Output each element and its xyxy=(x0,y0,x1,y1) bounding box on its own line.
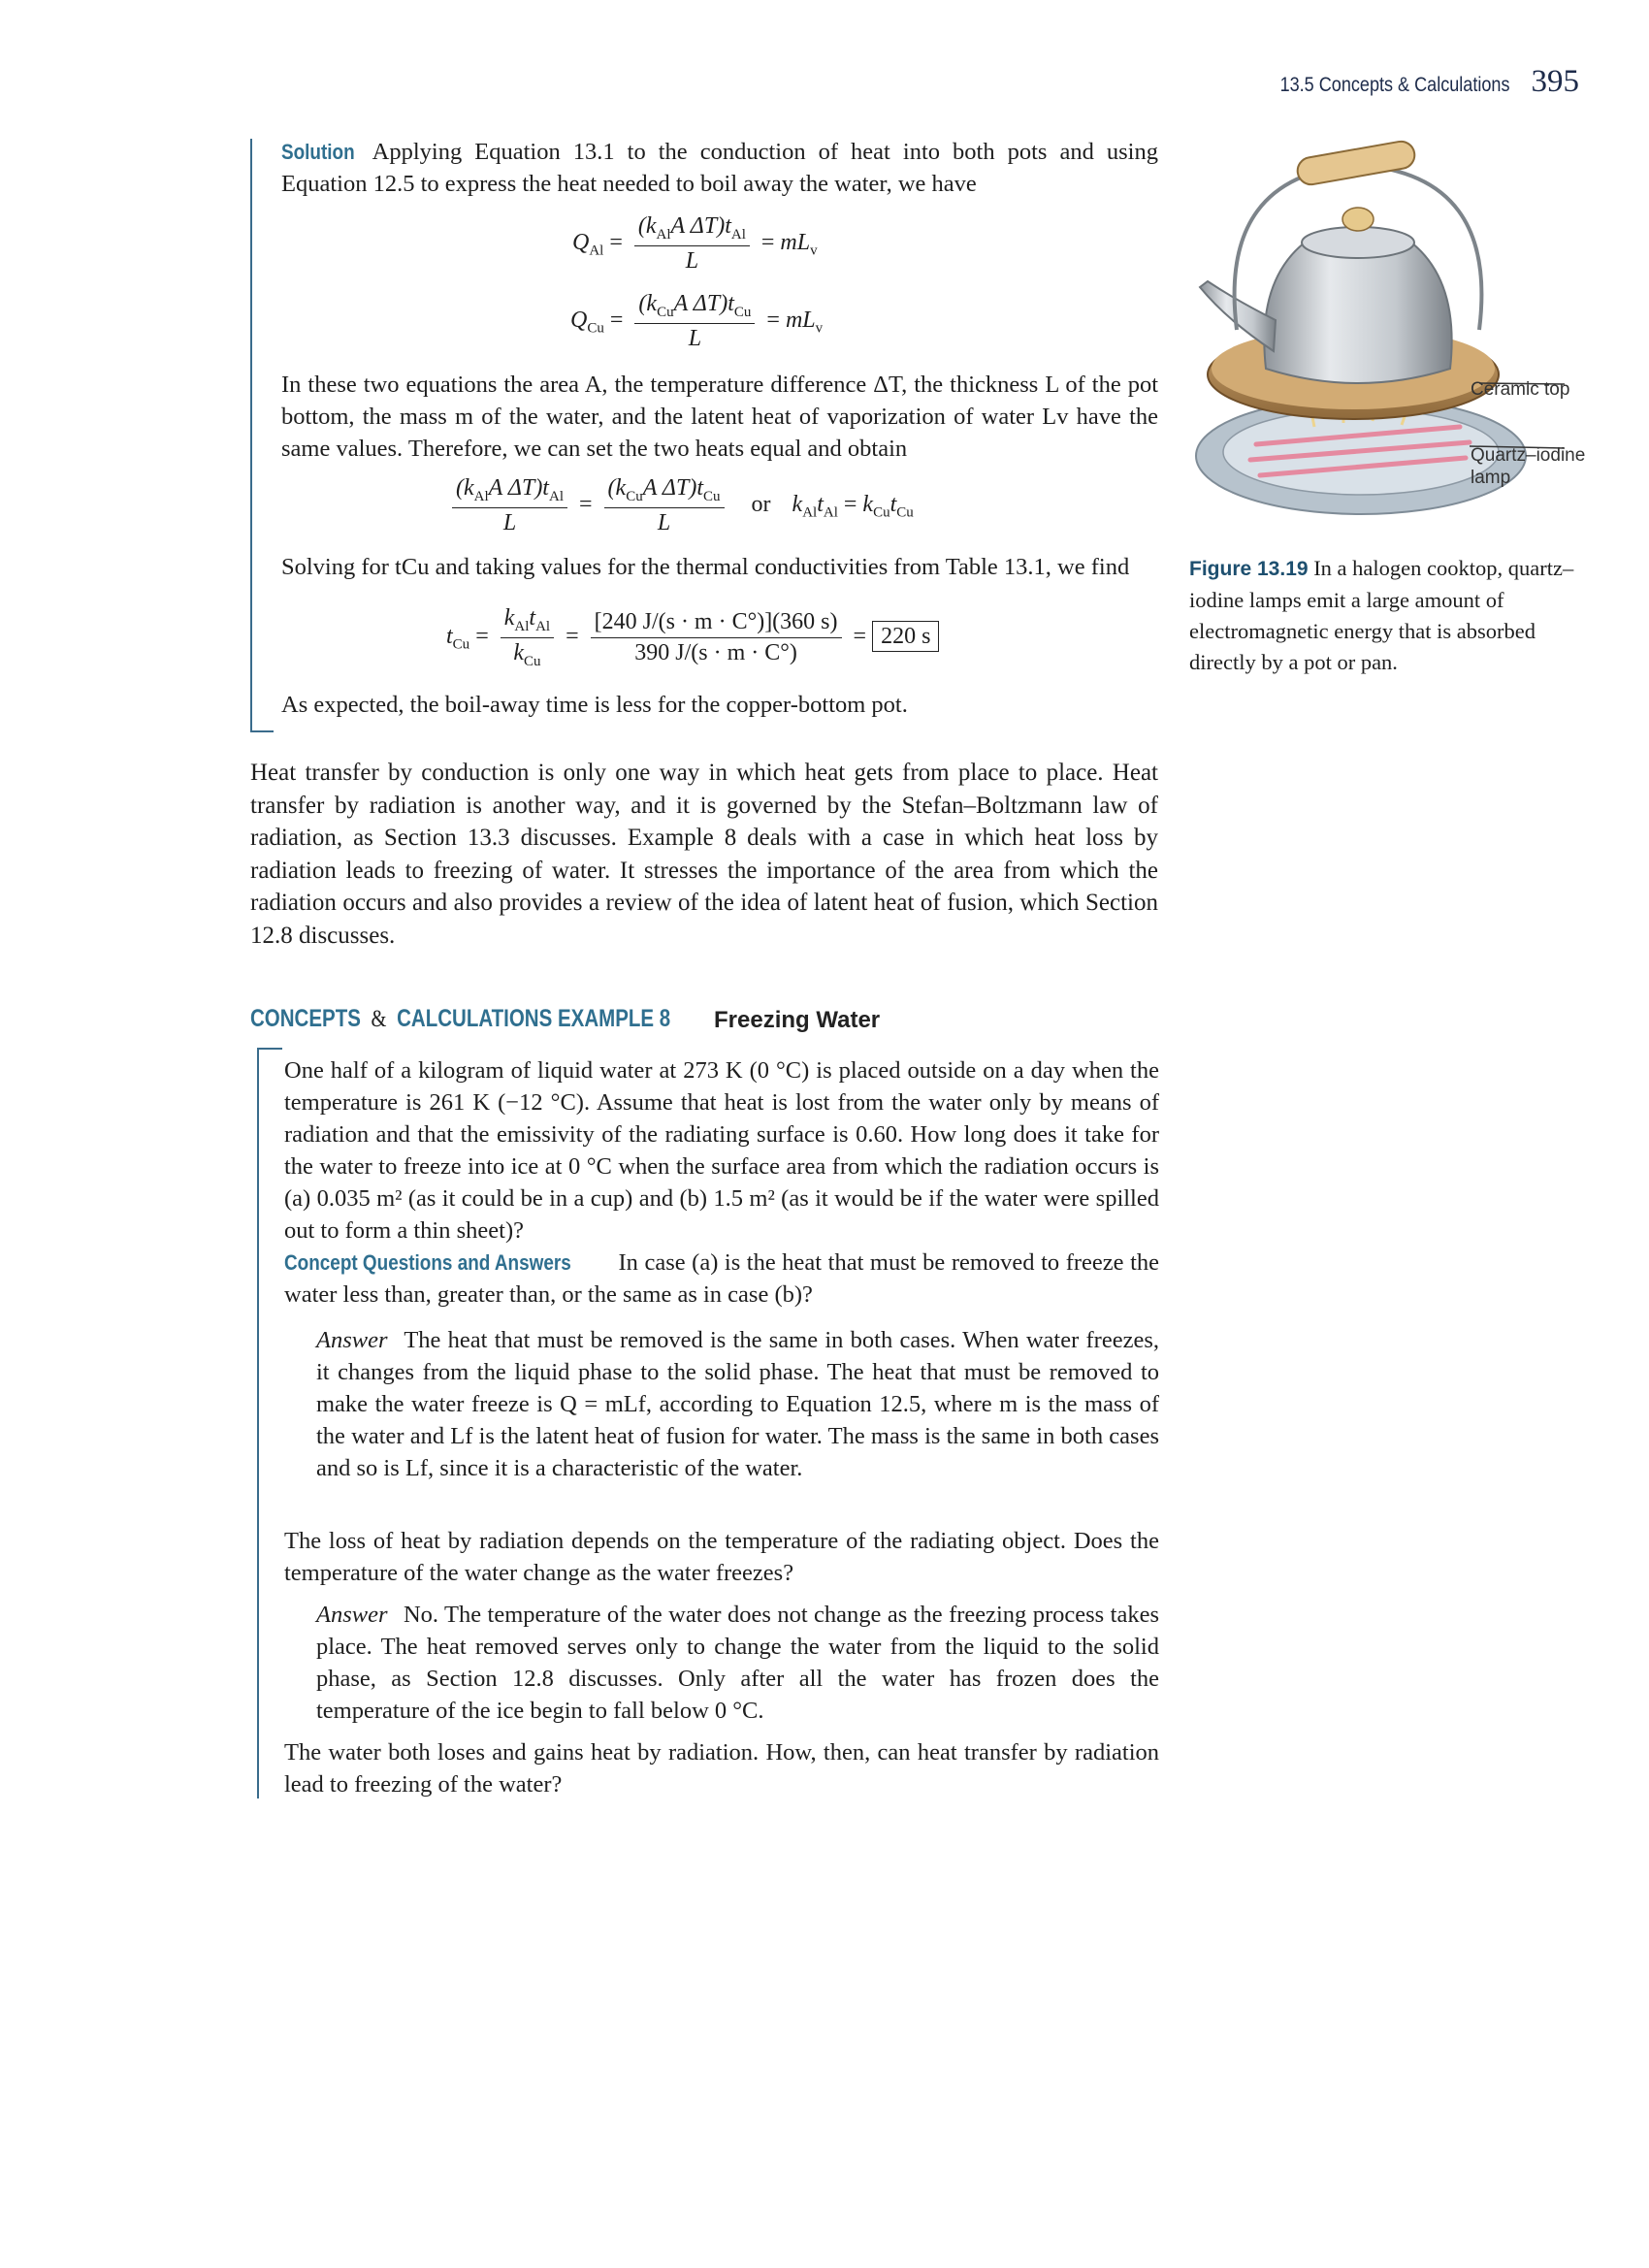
example-heading xyxy=(250,1005,881,1033)
answer-2: Answer No. The temperature of the water does not change as the freezing process takes place. The heat removed serves only to change the water from the liquid to the solid phase, as Section 12.8 discusses. Only after all the water has frozen does the temperature of the ice begin to fall below 0 °C. xyxy=(316,1602,1159,1724)
numeric-denominator: 390 J/(s · m · C°) xyxy=(634,639,797,665)
example-name: Freezing Water xyxy=(714,1007,881,1033)
solution-rule-foot xyxy=(250,730,274,732)
numeric-numerator: [240 J/(s · m · C°)](360 s) xyxy=(591,609,842,638)
figure-caption xyxy=(1189,553,1577,678)
equation-equal-heats: $\frac{(k_{Al}A \Delta T)t_{Al}}{L}$ = $\frac{(k_{Cu}A \Delta T)t_{Cu}}{L}$ or $k_{Al}t_{Al} = k_{Cu}t_{Cu}$ xyxy=(446,475,914,536)
concept-question-1: Concept Questions and Answers In case (a) is the heat that must be removed to freeze the water less than, greater than, or the same as in case (b)? xyxy=(284,1247,1159,1311)
equation-t-cu: $t_{Cu}$ = $\frac{k_{Al}t_{Al}}{k_{Cu}}$ = $\frac{[240 J/(s \cdot m \cdot C^\circ)](360 s)}{390 J/(s \cdot m \cdot C^\circ)}$ = 220 s xyxy=(446,605,939,670)
answer-label: Answer xyxy=(316,1602,388,1628)
example-heading-calculations: CALCULATIONS EXAMPLE 8 xyxy=(397,1005,671,1032)
answer-label: Answer xyxy=(316,1327,388,1353)
solution-intro: Solution Applying Equation 13.1 to the conduction of heat into both pots and using Equation 12.5 to express the heat needed to boil away the water, we have xyxy=(281,136,1158,200)
equation-q-al: $Q_{Al}$ = $\frac{(k_{Al}A \Delta T)t_{Al}}{L}$ = $mL_v$ xyxy=(572,213,818,274)
callout-ceramic-top: Ceramic top xyxy=(1471,379,1570,400)
section-title: 13.5 Concepts & Calculations xyxy=(1279,74,1510,96)
solution-para-3: Solving for tCu and taking values for the thermal conductivities from Table 13.1, we find xyxy=(281,554,1130,580)
example-heading-concepts: CONCEPTS xyxy=(250,1005,361,1032)
example-rule-top xyxy=(257,1048,282,1050)
equation-q-cu: $Q_{Cu}$ = $\frac{(k_{Cu}A \Delta T)t_{Cu}}{L}$ = $mL_v$ xyxy=(570,291,824,351)
boxed-result: 220 s xyxy=(872,621,939,652)
concept-question-3: The water both loses and gains heat by radiation. How, then, can heat transfer by radiation lead to freezing of the water? xyxy=(284,1739,1159,1798)
figure-label: Figure 13.19 xyxy=(1189,558,1309,580)
answer-1: Answer The heat that must be removed is the same in both cases. When water freezes, it changes from the liquid phase to the solid phase. The heat that must be removed to make the water freeze is Q = mLf, according to Equation 12.5, where m is the mass of the water and Lf is the latent heat of fusion for water. The mass is the same in both cases and so is Lf, since it is a characteristic of the water. xyxy=(316,1327,1160,1481)
concept-questions-label: Concept Questions and Answers xyxy=(284,1250,571,1275)
solution-rule xyxy=(250,139,252,732)
figure-caption-text: In a halogen cooktop, quartz–iodine lamps emit a large amount of electromagnetic energy that is absorbed directly by a pot or pan. xyxy=(1189,556,1574,674)
solution-conclusion: As expected, the boil-away time is less for the copper-bottom pot. xyxy=(281,692,908,718)
solution-para-2: In these two equations the area A, the temperature difference ΔT, the thickness L of the pot bottom, the mass m of the water, and the latent heat of vaporization of water Lv have the same values. Therefore, we can set the two heats equal and obtain xyxy=(281,372,1158,462)
concept-question-2: The loss of heat by radiation depends on the temperature of the radiating object. Does the temperature of the water change as the water freezes? xyxy=(284,1528,1159,1586)
example-rule xyxy=(257,1048,259,1798)
running-head xyxy=(1243,64,1579,100)
callout-quartz-lamp: Quartz–iodine lamp xyxy=(1471,445,1586,488)
page-number: 395 xyxy=(1531,64,1579,99)
example-problem: One half of a kilogram of liquid water at 273 K (0 °C) is placed outside on a day when the temperature is 261 K (−12 °C). Assume that heat is lost from the water only by means of radiation and that the emissivity of the radiating surface is 0.60. How long does it take for the water to freeze into ice at 0 °C when the surface area from which the radiation occurs is (a) 0.035 m² (as it could be in a cup) and (b) 1.5 m² (as it would be if the water were spilled out to form a thin sheet)? xyxy=(284,1057,1159,1244)
body-paragraph: Heat transfer by conduction is only one way in which heat gets from place to place. Heat transfer by radiation is another way, and it is governed by the Stefan–Boltzmann law of radiation, as Section 13.3 discusses. Example 8 deals with a case in which heat loss by radiation leads to freezing of water. It stresses the importance of the area from which the radiation occurs and also provides a review of the idea of latent heat of fusion, which Section 12.8 discusses. xyxy=(250,760,1158,949)
solution-label: Solution xyxy=(281,140,355,164)
or-word: or xyxy=(751,491,771,517)
example-heading-amp: & xyxy=(371,1006,387,1032)
